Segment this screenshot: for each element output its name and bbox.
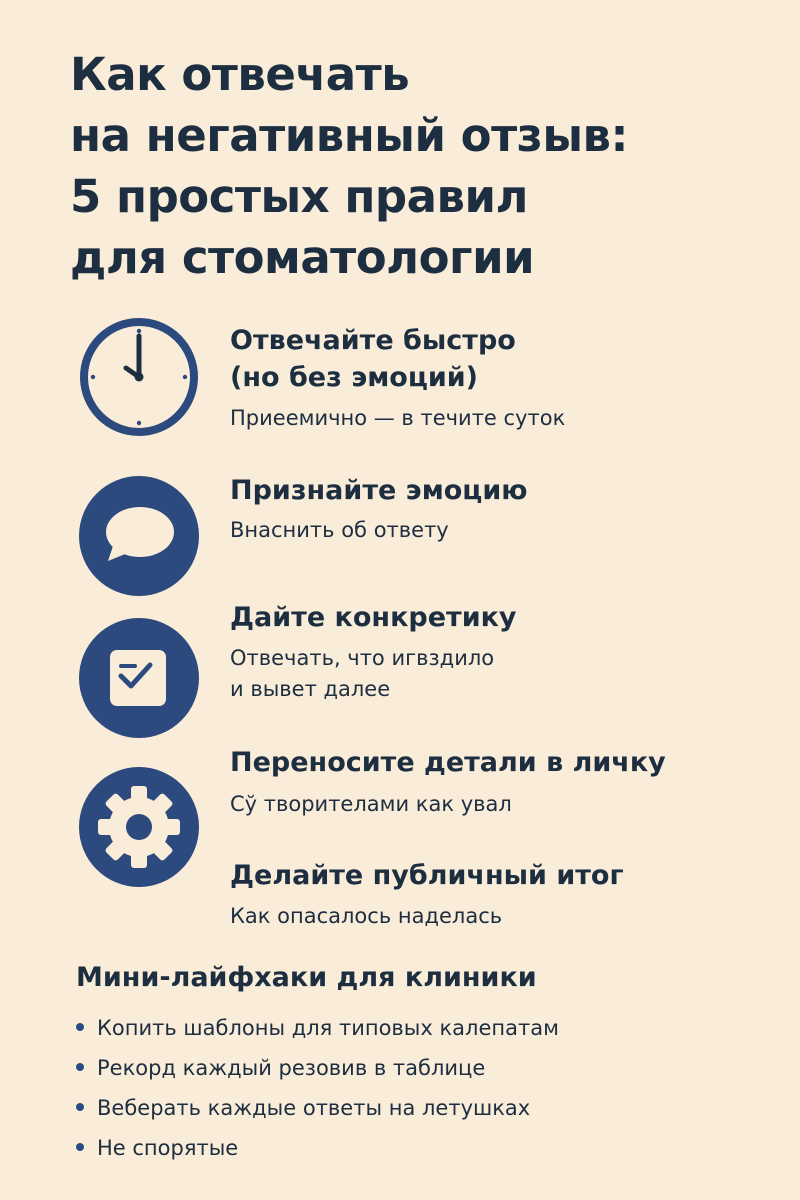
list-item (76, 1008, 559, 1048)
list-item-text: Рекорд каждый резовив в таблице (97, 1056, 486, 1080)
rule-text-acknowledge-emotion (230, 515, 449, 546)
tips-list (76, 1008, 559, 1168)
rule-heading-be-specific (230, 599, 517, 636)
rule-heading-line: Делайте публичный итог (230, 860, 624, 891)
rule-text-move-to-private (230, 789, 512, 820)
rule-text-public-summary (230, 901, 502, 932)
bullet-icon (76, 1103, 84, 1111)
list-item (76, 1128, 559, 1168)
list-item (76, 1088, 559, 1128)
title-line: Как отвечать (70, 48, 410, 101)
rule-text-line: Отвечать, что игвздило (230, 646, 495, 670)
title-line: 5 простых правил (70, 170, 528, 223)
rule-text-be-specific (230, 643, 494, 705)
list-item-text: Веберать каждые ответы на летушках (97, 1096, 531, 1120)
rule-heading-public-summary (230, 857, 624, 894)
rule-text-line: Внаснить об ответу (230, 518, 449, 542)
clock-icon (78, 316, 200, 438)
rule-heading-line: Переносите детали в личку (230, 747, 666, 778)
speech-bubble-icon (78, 475, 200, 597)
rule-text-respond-fast (230, 403, 565, 434)
rule-heading-respond-fast (230, 322, 516, 396)
gear-icon (78, 766, 200, 888)
rule-text-line: Сў творителами как увал (230, 792, 512, 816)
rule-heading-line: Признайте эмоцию (230, 475, 528, 506)
tips-heading: Мини-лайфхаки для клиники (76, 962, 537, 993)
rule-heading-acknowledge-emotion (230, 472, 528, 509)
title-line: для стоматологии (70, 231, 535, 284)
bullet-icon (76, 1023, 84, 1031)
rule-heading-line: Отвечайте быстро (230, 325, 516, 356)
rule-heading-line: (но без эмоций) (230, 362, 479, 393)
bullet-icon (76, 1063, 84, 1071)
checkbox-icon (78, 617, 200, 739)
rule-heading-line: Дайте конкретику (230, 602, 517, 633)
list-item (76, 1048, 559, 1088)
list-item-text: Не спорятые (97, 1136, 239, 1160)
list-item-text: Копить шаблоны для типовых калепатам (97, 1016, 559, 1040)
rule-text-line: и вывет далее (230, 677, 391, 701)
page-title (70, 44, 770, 288)
title-line: на негативный отзыв: (70, 109, 628, 162)
rule-text-line: Приеемично — в течите суток (230, 406, 566, 430)
rule-text-line: Как опасалось наделась (230, 904, 503, 928)
rule-heading-move-to-private (230, 744, 666, 781)
bullet-icon (76, 1143, 84, 1151)
